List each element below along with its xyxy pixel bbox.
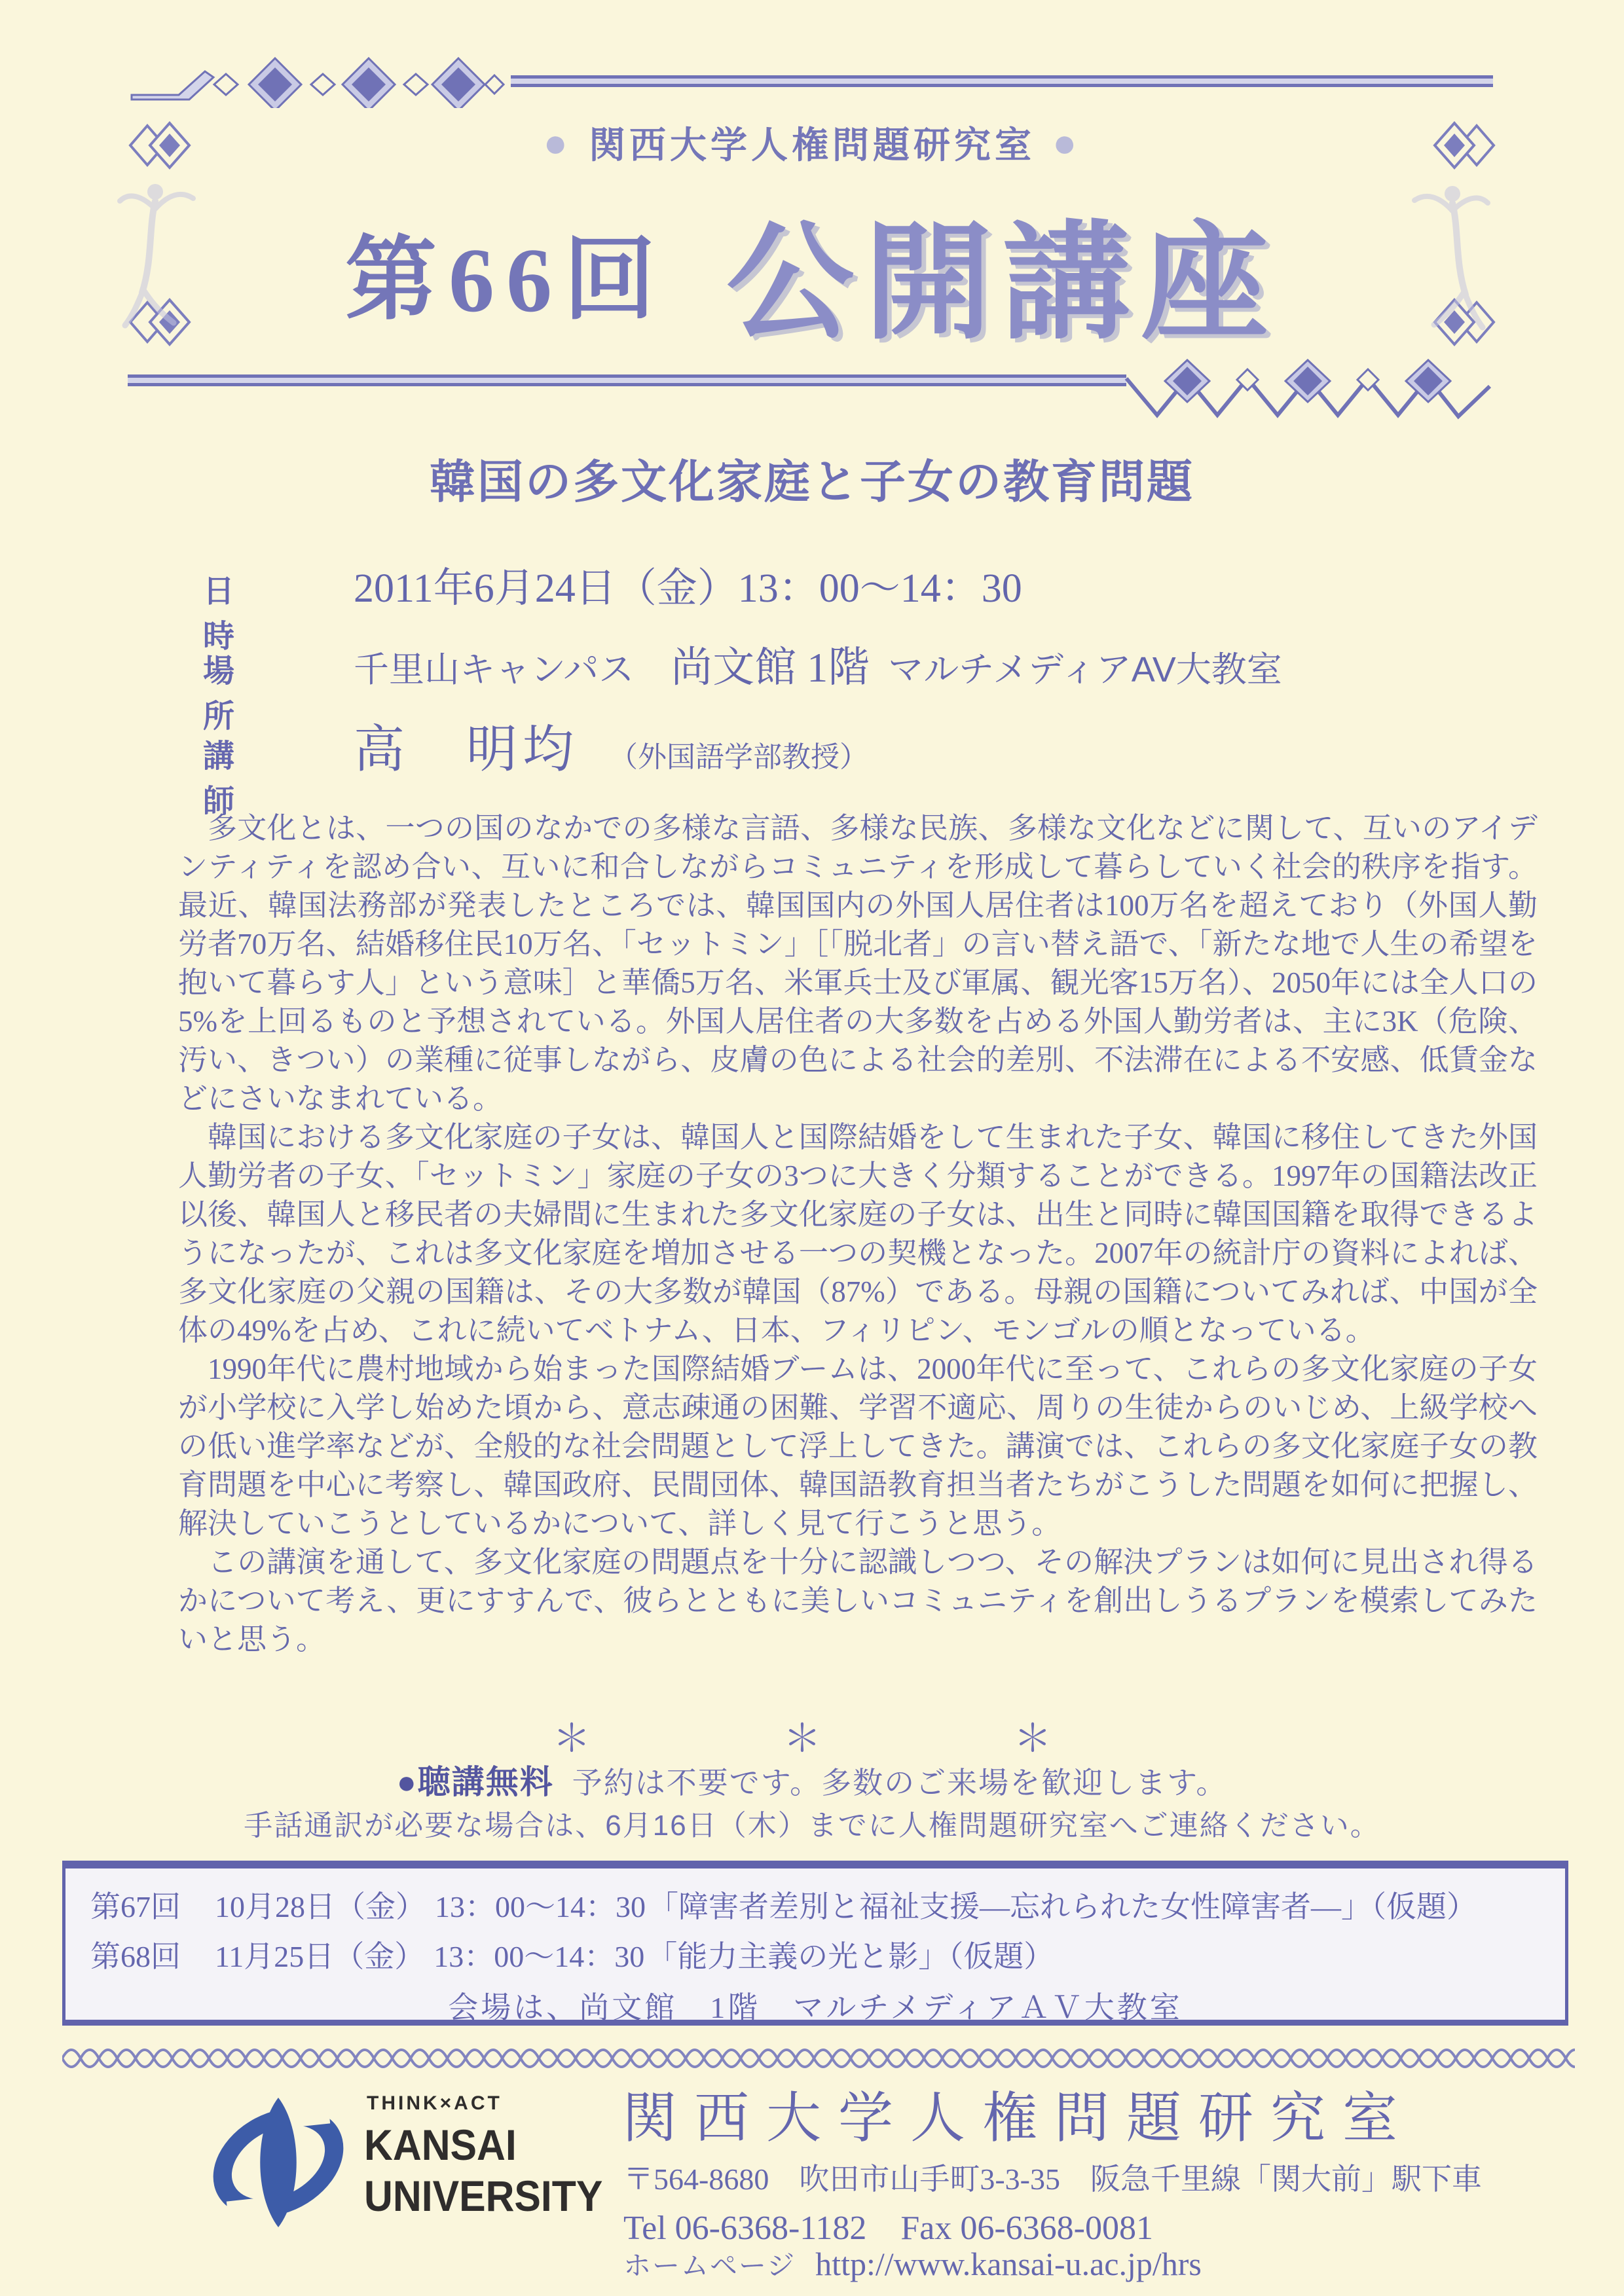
lecturer-label: 講 師 bbox=[203, 739, 280, 819]
footer-organization-name: 関西大学人権問題研究室 bbox=[622, 2088, 1415, 2149]
place-building: 尚文館 1階 bbox=[671, 644, 870, 691]
lecture-title: 韓国の多文化家庭と子女の教育問題 bbox=[430, 456, 1194, 507]
place-label: 場 所 bbox=[203, 654, 280, 734]
date-value: 2011年6月24日（金）13：00～14：30 bbox=[354, 566, 1022, 611]
upcoming-lecture-row bbox=[90, 1883, 1477, 1926]
free-admission-text: 予約は不要です。多数のご来場を歓迎します。 bbox=[572, 1766, 1228, 1800]
upcoming-title: 「障害者差別と福祉支援―忘れられた女性障害者―」（仮題） bbox=[648, 1890, 1477, 1923]
sign-language-notice: 手話通訳が必要な場合は、6月16日（木）までに人権問題研究室へご連絡ください。 bbox=[244, 1810, 1380, 1842]
abstract-paragraph: この講演を通して、多文化家庭の問題点を十分に認識しつつ、その解決プランは如何に見出され得るかについて考え、更にすすんで、彼らとともに美しいコミュニティを創出しうるプランを模索してみたいと思う。 bbox=[178, 1546, 1538, 1656]
place-campus: 千里山キャンパス bbox=[354, 650, 635, 689]
asterisk-separator: ＊ ＊ ＊ bbox=[552, 1717, 1071, 1760]
lecture-series-heading bbox=[0, 183, 1624, 360]
free-admission-bullet-icon: ● bbox=[396, 1764, 416, 1800]
upcoming-time: 13：00～14：30 bbox=[434, 1940, 645, 1973]
organization-name: 関西大学人権問題研究室 bbox=[589, 124, 1035, 166]
upcoming-lecture-row bbox=[90, 1933, 1054, 1976]
lecture-abstract bbox=[178, 809, 1538, 1659]
upcoming-no: 第68回 bbox=[90, 1940, 181, 1973]
abstract-paragraph: 多文化とは、一つの国のなかでの多様な言語、多様な民族、多様な文化などに関して、互いのアイデンティティを認め合い、互いに和合しながらコミュニティを形成して暮らしていく社会的秩序を指す。最近、韓国法務部が発表したところでは、韓国国内の外国人居住者は100万名を超えており（外国人勤労者70万名、結婚移住民10万名、「セットミン」［「脱北者」の言い替え語で、「新たな地で人生の希望を抱いて暮らす人」という意味］と華僑5万名、米軍兵士及び軍属、観光客15万名）、2050年には全人口の5%を上回るものと予想されている。外国人居住者の大多数を占める外国人勤労者は、主に3K（危険、汚い、きつい）の業種に従事しながら、皮膚の色による社会的差別、不法滞在による不安感、低賃金などにさいなまれている。 bbox=[178, 812, 1538, 1115]
upcoming-time: 13：00～14：30 bbox=[435, 1890, 646, 1923]
top-border-ornament bbox=[128, 56, 1496, 108]
think-act-tagline: THINK×ACT bbox=[367, 2092, 502, 2114]
lecturer-row bbox=[203, 708, 868, 821]
upcoming-lectures-box bbox=[62, 1861, 1568, 2026]
lecturer-name: 高 明均 bbox=[354, 721, 580, 778]
upcoming-date: 10月28日（金） bbox=[215, 1890, 426, 1923]
kansai-wordmark: KANSAI bbox=[364, 2121, 517, 2169]
free-admission-label: 聴講無料 bbox=[417, 1764, 554, 1800]
free-admission-notice bbox=[0, 1756, 1624, 1803]
place-room: マルチメディアAV大教室 bbox=[888, 650, 1282, 689]
upcoming-venue: 会場は、尚文館 1階 マルチメディアＡＶ大教室 bbox=[448, 1991, 1183, 2024]
header-bullet-left-icon: ● bbox=[543, 120, 572, 166]
upcoming-date: 11月25日（金） bbox=[215, 1940, 425, 1973]
homepage-url: http://www.kansai-u.ac.jp/hrs bbox=[815, 2246, 1202, 2282]
footer-address: 〒564-8680 吹田市山手町3-3-35 阪急千里線「関大前」駅下車 bbox=[623, 2162, 1482, 2196]
bottom-border-ornament bbox=[128, 359, 1496, 431]
series-title: 公開講座 bbox=[726, 211, 1279, 354]
homepage-label: ホームページ bbox=[623, 2250, 796, 2281]
upcoming-title: 「能力主義の光と影」（仮題） bbox=[647, 1940, 1054, 1973]
date-label: 日 時 bbox=[203, 574, 280, 654]
abstract-paragraph: 韓国における多文化家庭の子女は、韓国人と国際結婚をして生まれた子女、韓国に移住してきた外国人勤労者の子女、「セットミン」家庭の子女の3つに大きく分類することができる。1997年の国籍法改正以後、韓国人と移民者の夫婦間に生まれた多文化家庭の子女は、出生と同時に韓国国籍を取得できるようになったが、これは多文化家庭を増加させる一つの契機となった。2007年の統計庁の資料によれば、多文化家庭の父親の国籍は、その大多数が韓国（87%）である。母親の国籍についてみれば、中国が全体の49%を占め、これに続いてベトナム、日本、フィリピン、モンゴルの順となっている。 bbox=[178, 1121, 1538, 1347]
upcoming-no: 第67回 bbox=[90, 1890, 181, 1923]
organization-header bbox=[0, 117, 1624, 169]
header-bullet-right-icon: ● bbox=[1052, 120, 1081, 166]
series-number: 第66回 bbox=[344, 229, 667, 331]
abstract-paragraph: 1990年代に農村地域から始まった国際結婚ブームは、2000年代に至って、これらの多文化家庭の子女が小学校に入学し始めた頃から、意志疎通の困難、学習不適応、周りの生徒からのいじめ、上級学校への低い進学率などが、全般的な社会問題として浮上してきた。講演では、これらの多文化家庭子女の教育問題を中心に考察し、韓国政府、民間団体、韓国語教育担当者たちがこうした問題を如何に把握し、解決していこうとしているかについて、詳しく見て行こうと思う。 bbox=[178, 1353, 1538, 1540]
footer-homepage-line bbox=[623, 2244, 1202, 2284]
lecturer-affiliation: （外国語学部教授） bbox=[609, 741, 869, 773]
wavy-divider bbox=[62, 2047, 1575, 2070]
footer-tel-fax: Tel 06-6368-1182 Fax 06-6368-0081 bbox=[623, 2210, 1153, 2247]
kansai-university-logo bbox=[196, 2081, 360, 2244]
university-wordmark: UNIVERSITY bbox=[364, 2172, 603, 2220]
